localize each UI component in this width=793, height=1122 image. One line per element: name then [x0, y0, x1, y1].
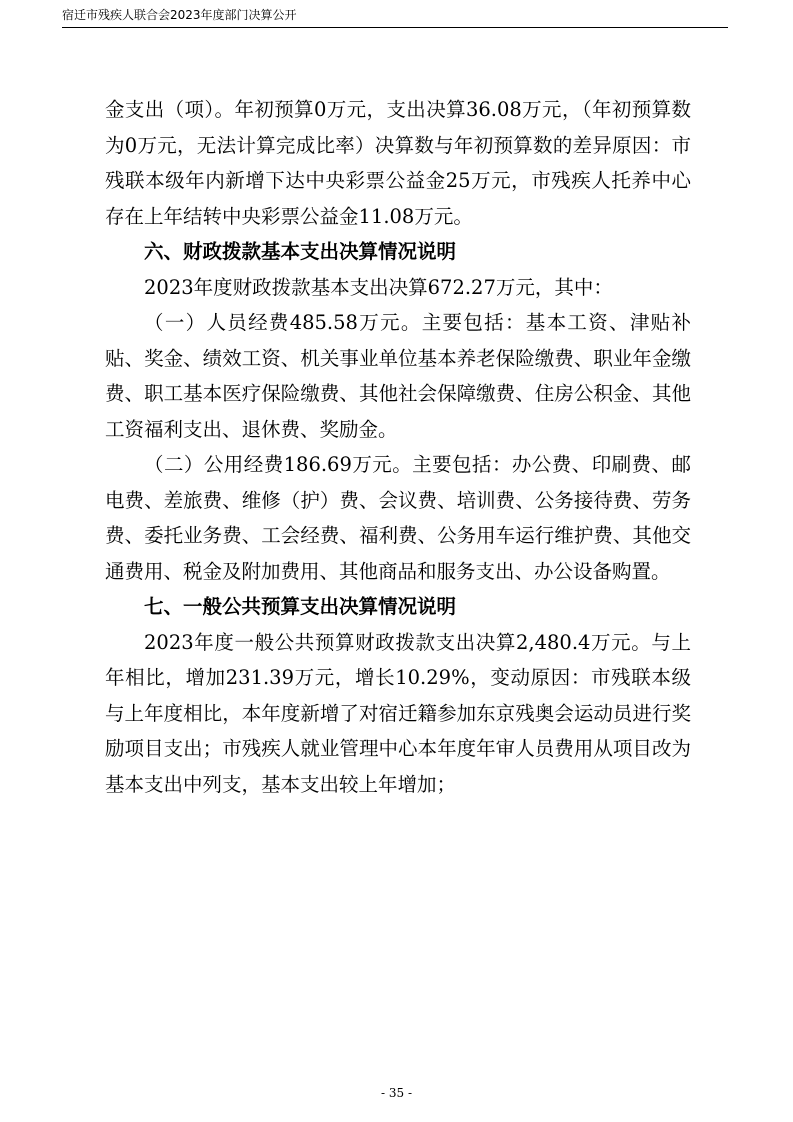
document-body [105, 92, 691, 802]
paragraph-basic-expenditure: 2023年度财政拨款基本支出决算672.27万元，其中： [144, 275, 613, 299]
section-heading-7: 七、一般公共预算支出决算情况说明 [144, 595, 457, 618]
section-heading-6: 六、财政拨款基本支出决算情况说明 [144, 240, 457, 263]
paragraph-public-expenses: （二）公用经费186.69万元。主要包括：办公费、印刷费、邮电费、差旅费、维修（护）费、会议费、培训费、公务接待费、劳务费、委托业务费、工会经费、福利费、公务用车运行维护费、其他交通费用、税金及附加费用、其他商品和服务支出、办公设备购置。 [105, 453, 691, 583]
page-header [62, 5, 728, 28]
header-title: 宿迁市残疾人联合会2023年度部门决算公开 [62, 8, 297, 22]
paragraph-general-budget: 2023年度一般公共预算财政拨款支出决算2,480.4万元。与上年相比，增加231.39万元，增长10.29%，变动原因：市残联本级与上年度相比，本年度新增了对宿迁籍参加东京残奥会运动员进行奖励项目支出；市残疾人就业管理中心本年度年审人员费用从项目改为基本支出中列支，基本支出较上年增加； [105, 630, 691, 796]
paragraph-intro: 金支出（项）。年初预算0万元，支出决算36.08万元，（年初预算数为0万元，无法计算完成比率）决算数与年初预算数的差异原因：市残联本级年内新增下达中央彩票公益金25万元，市残疾人托养中心存在上年结转中央彩票公益金11.08万元。 [105, 98, 691, 228]
page-number: - 35 - [380, 1086, 412, 1100]
paragraph-personnel-expenses: （一）人员经费485.58万元。主要包括：基本工资、津贴补贴、奖金、绩效工资、机关事业单位基本养老保险缴费、职业年金缴费、职工基本医疗保险缴费、其他社会保障缴费、住房公积金、其他工资福利支出、退休费、奖励金。 [105, 311, 691, 441]
